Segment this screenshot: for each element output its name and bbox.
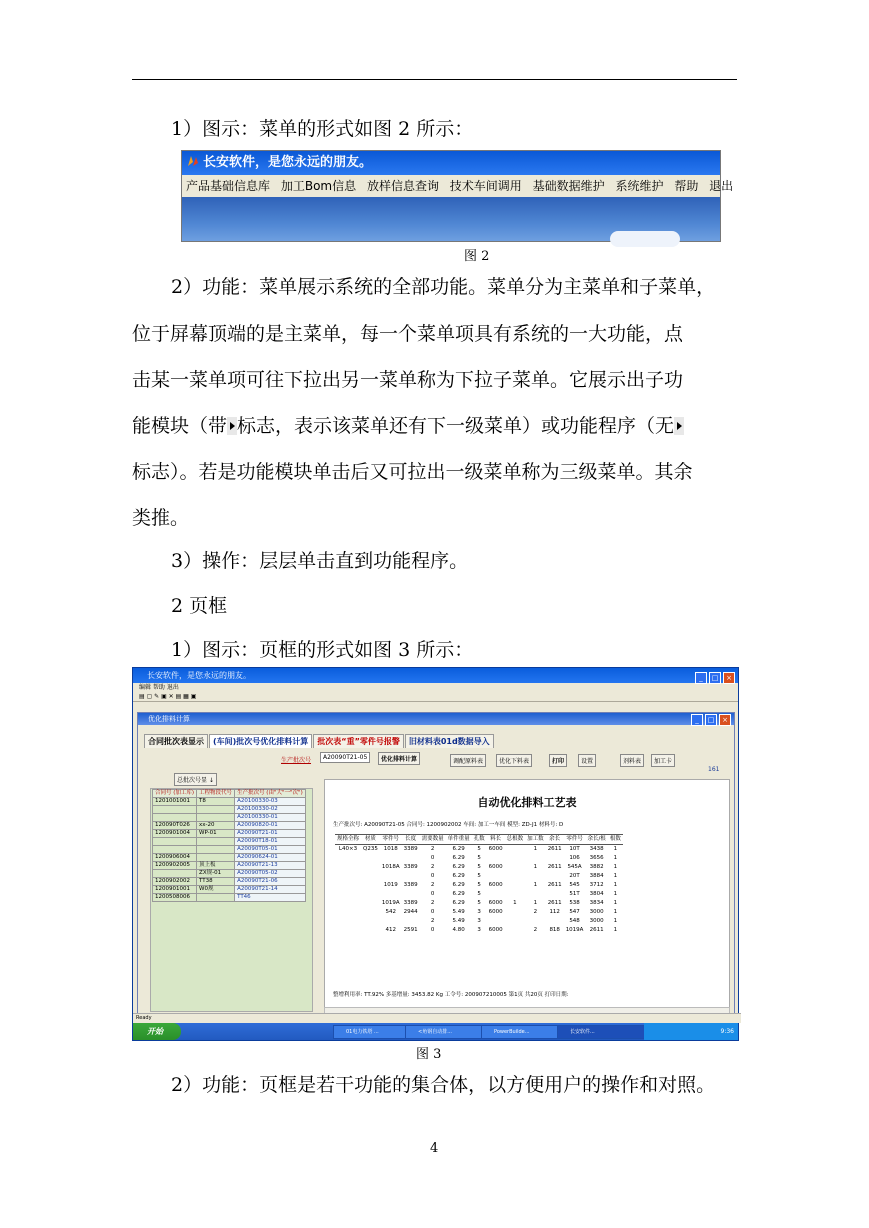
report-cell: 3 — [477, 918, 481, 924]
material-table-button[interactable]: 剂料表 — [620, 754, 644, 767]
table-cell — [197, 854, 235, 862]
app-title-bar — [182, 151, 720, 175]
report-row — [335, 845, 623, 855]
batch-number-field[interactable]: A20090T21-05 — [320, 752, 370, 763]
menu-item-lofting-query[interactable]: 放样信息查询 — [366, 179, 439, 193]
report-cell — [402, 854, 420, 863]
report-cell — [525, 854, 546, 863]
close-icon[interactable]: × — [723, 672, 735, 684]
menu-item-exit[interactable]: 退出 — [709, 179, 734, 193]
report-cell: 6000 — [488, 846, 503, 852]
report-cell — [546, 890, 564, 899]
table-cell — [197, 846, 235, 854]
table-row[interactable] — [153, 878, 306, 886]
report-cell — [525, 872, 546, 881]
menu-item-base-data[interactable]: 基础数据维护 — [532, 179, 605, 193]
report-header-cell: 孔数 — [472, 835, 487, 845]
tab-contract-batch[interactable]: 合同批次表显示 — [144, 734, 208, 748]
table-cell: A20090T21-06 — [235, 878, 306, 886]
table-cell: W0规 — [197, 886, 235, 894]
report-cell: 5 — [477, 864, 481, 870]
report-header-cell: 需要数量 — [420, 835, 446, 845]
report-cell: 6000 — [488, 882, 503, 888]
table-cell: A20090820-01 — [235, 822, 306, 830]
report-cell: 2 — [533, 909, 538, 915]
menu-item-workshop[interactable]: 技术车间调用 — [449, 179, 522, 193]
child-window-optimize — [137, 712, 735, 1014]
report-cell — [361, 908, 380, 917]
maximize-icon[interactable]: □ — [709, 672, 721, 684]
report-cell: 538 — [569, 900, 580, 906]
report-preview — [324, 779, 730, 1009]
report-cell: 5 — [477, 873, 481, 879]
report-cell — [335, 881, 361, 890]
report-cell: 1 — [613, 927, 618, 933]
report-cell — [335, 899, 361, 908]
report-cell — [361, 863, 380, 872]
windows-taskbar — [133, 1023, 738, 1040]
report-cell: 2 — [430, 846, 435, 852]
report-header-cell: 单件重量 — [446, 835, 472, 845]
app-menubar[interactable]: 编辑 帮助 退出 — [133, 683, 738, 692]
report-cell: 2611 — [547, 864, 562, 870]
report-cell: 3389 — [403, 882, 418, 888]
print-button[interactable]: 打印 — [549, 754, 567, 767]
report-cell: 2 — [430, 882, 435, 888]
taskbar-item-4[interactable]: 长安软件... — [557, 1025, 645, 1039]
report-cell: 5 — [477, 846, 481, 852]
table-cell: 1200508006 — [153, 894, 197, 902]
report-cell: 5.49 — [452, 918, 465, 924]
table-row[interactable] — [153, 886, 306, 894]
report-cell: 1018A — [381, 864, 400, 870]
table-cell: A20090T05-02 — [235, 870, 306, 878]
report-cell: L40×3 — [338, 846, 358, 852]
report-cell: 5 — [477, 900, 481, 906]
report-cell: 1019A — [565, 927, 584, 933]
report-cell — [380, 917, 402, 926]
tab-old-data-import[interactable]: 旧材料表01d数据导入 — [405, 734, 494, 748]
table-row[interactable] — [153, 798, 306, 806]
app-window-title — [133, 668, 738, 683]
child-close-icon[interactable]: × — [719, 714, 731, 726]
report-cell — [335, 917, 361, 926]
table-cell: ZX规-01 — [197, 870, 235, 878]
report-cell — [361, 881, 380, 890]
report-cell — [402, 872, 420, 881]
report-header-cell: 总根数 — [505, 835, 526, 845]
report-cell: 1019 — [383, 882, 398, 888]
report-cell: 1 — [613, 882, 618, 888]
report-cell: 3000 — [589, 909, 604, 915]
function-paragraph-line-4 — [132, 417, 738, 436]
batch-number-label: 生产批次号 — [281, 757, 312, 764]
app-logo-icon — [186, 154, 200, 168]
function-paragraph-line-6: 类推。 — [132, 507, 190, 529]
report-cell: 542 — [385, 909, 396, 915]
report-cell: 1 — [533, 846, 538, 852]
report-header-cell: 零件号 — [380, 835, 402, 845]
app-title-text: 长安软件，是您永远的朋友。 — [203, 155, 373, 170]
start-button[interactable]: 开始 — [133, 1023, 181, 1040]
line-4-start: 能模块（带 — [132, 415, 228, 437]
report-cell: 4.80 — [452, 927, 465, 933]
table-row[interactable] — [153, 814, 306, 822]
report-cell: 3804 — [589, 891, 604, 897]
report-cell — [335, 926, 361, 935]
report-cell — [380, 872, 402, 881]
report-header-cell: 规格全称 — [335, 835, 361, 845]
report-cell: 1 — [613, 900, 618, 906]
menu-item-bom[interactable]: 加工Bom信息 — [280, 179, 357, 193]
table-cell: TT46 — [235, 894, 306, 902]
report-cell: 2591 — [403, 927, 418, 933]
report-cell: 6000 — [488, 900, 503, 906]
report-cell: 1 — [613, 873, 618, 879]
report-cell: 6.29 — [452, 882, 465, 888]
figure-2-menu-screenshot — [181, 150, 734, 242]
report-cell: 547 — [569, 909, 580, 915]
tab-batch-optimize[interactable]: (车间)批次号优化排料计算 — [209, 734, 312, 748]
operation-paragraph: 3）操作：层层单击直到功能程序。 — [171, 550, 469, 572]
table-cell — [153, 814, 197, 822]
report-cell: 3834 — [589, 900, 604, 906]
report-cell — [487, 890, 505, 899]
report-cell — [546, 872, 564, 881]
report-cell: 2611 — [547, 846, 562, 852]
table-row[interactable] — [153, 846, 306, 854]
desktop-background — [182, 197, 720, 241]
report-cell — [487, 872, 505, 881]
table-row[interactable] — [153, 862, 306, 870]
table-cell — [153, 806, 197, 814]
figure-3-frame-screenshot — [132, 667, 739, 1041]
optimized-cutting-button[interactable]: 优化下料表 — [496, 754, 532, 767]
line-4-end: 标志，表示该菜单还有下一级菜单）或功能程序（无 — [237, 415, 675, 437]
taskbar-item-2[interactable]: <角钢自动排... — [405, 1025, 489, 1039]
report-cell — [505, 926, 526, 935]
function-paragraph-line-3: 击某一菜单项可往下拉出另一菜单称为下拉子菜单。它展示出子功 — [132, 369, 684, 391]
report-cell: 0 — [430, 873, 435, 879]
report-cell — [380, 854, 402, 863]
report-cell: 20T — [569, 873, 580, 879]
report-row — [335, 908, 623, 917]
record-count: 161 — [708, 766, 720, 773]
report-cell: 2611 — [547, 900, 562, 906]
header-rule — [132, 79, 737, 80]
report-row — [335, 899, 623, 908]
col-project-code[interactable]: 工程物段代号 — [197, 790, 235, 798]
table-cell: 1200902005 — [153, 862, 197, 870]
report-cell: Q235 — [363, 846, 378, 852]
report-cell — [487, 917, 505, 926]
menu-item-product-info[interactable]: 产品基础信息库 — [186, 179, 271, 193]
report-cell — [505, 908, 526, 917]
report-cell: 1 — [533, 882, 538, 888]
report-cell — [546, 917, 564, 926]
minimize-icon[interactable]: _ — [695, 672, 707, 684]
report-cell: 1 — [613, 864, 618, 870]
table-cell — [153, 838, 197, 846]
table-cell: A20090T21-13 — [235, 862, 306, 870]
report-cell: 3 — [477, 927, 481, 933]
report-subheader: 生产批次号: A20090T21-05 合同号: 1200902002 车间: 加工一车间 模型: ZD-J1 材料号: D — [333, 822, 564, 828]
report-cell: 1 — [613, 918, 618, 924]
report-cell: 1 — [613, 846, 618, 852]
report-cell: 1 — [613, 891, 618, 897]
report-cell: 2611 — [547, 882, 562, 888]
report-footer: 整增利用率: TT.92% 多基增量: 3453.82 Kg 工令号: 200907210005 第1页 共20页 打印日期: — [333, 992, 569, 998]
report-cell — [361, 917, 380, 926]
tray-clock: 9:36 — [720, 1028, 734, 1035]
app-toolbar: ▤ ▢ ✎ ▣ ✕ ▤ ▦ ▣ — [133, 692, 738, 702]
report-header-cell: 长度 — [402, 835, 420, 845]
report-cell: 0 — [430, 927, 435, 933]
report-cell: 2611 — [589, 927, 604, 933]
report-cell: 3884 — [589, 873, 604, 879]
report-cell — [361, 926, 380, 935]
report-row — [335, 917, 623, 926]
report-cell: 5 — [477, 882, 481, 888]
report-cell — [402, 917, 420, 926]
table-cell: TT38 — [197, 878, 235, 886]
section-heading-frame: 2 页框 — [171, 595, 228, 617]
col-batch-no[interactable]: 生产批次号 (由"大"一"次") — [235, 790, 306, 798]
report-cell — [505, 845, 526, 855]
status-bar: Ready — [133, 1013, 741, 1023]
main-menu-bar — [182, 175, 734, 197]
table-row[interactable] — [153, 830, 306, 838]
report-cell — [361, 872, 380, 881]
report-cell: 3389 — [403, 846, 418, 852]
table-cell: WP-01 — [197, 830, 235, 838]
table-row[interactable] — [153, 894, 306, 902]
report-title: 自动优化排料工艺表 — [477, 796, 577, 809]
figure-3-caption: 图 3 — [416, 1047, 442, 1062]
report-cell: 6.29 — [452, 846, 465, 852]
settings-button[interactable]: 设置 — [578, 754, 596, 767]
table-cell: A20090624-01 — [235, 854, 306, 862]
tab-duplicate-alarm[interactable]: 批次表“重”零件号报警 — [313, 734, 404, 748]
report-cell: 1018 — [383, 846, 398, 852]
material-allocation-button[interactable]: 调配原料表 — [450, 754, 486, 767]
report-cell: 548 — [569, 918, 580, 924]
report-cell — [335, 872, 361, 881]
taskbar-item-1[interactable]: 01电力铁塔 ... — [333, 1025, 413, 1039]
report-header-cell: 余长 — [546, 835, 564, 845]
report-cell: 2 — [430, 900, 435, 906]
report-cell: 412 — [385, 927, 396, 933]
report-row — [335, 890, 623, 899]
report-cell — [402, 890, 420, 899]
fig3-intro: 1）图示：页框的形式如图 3 所示： — [171, 639, 474, 661]
taskbar-item-3[interactable]: PowerBuilde... — [481, 1025, 565, 1039]
report-header-cell: 材质 — [361, 835, 380, 845]
report-table — [335, 834, 623, 935]
function-paragraph-line-2: 位于屏幕顶端的是主菜单，每一个菜单项具有系统的一大功能，点 — [132, 323, 684, 345]
table-cell: 1200901001 — [153, 886, 197, 894]
report-cell: 5 — [477, 891, 481, 897]
report-cell: 6000 — [488, 927, 503, 933]
child-maximize-icon[interactable]: □ — [705, 714, 717, 726]
report-row — [335, 881, 623, 890]
report-cell — [525, 917, 546, 926]
report-cell — [505, 890, 526, 899]
report-cell — [361, 854, 380, 863]
child-window-title-text: 优化排料计算 — [148, 715, 190, 723]
cloud-shape — [610, 231, 680, 247]
menu-item-system[interactable]: 系统维护 — [615, 179, 664, 193]
report-cell: 3 — [477, 909, 481, 915]
table-cell: 1200906004 — [153, 854, 197, 862]
table-cell: A20090T18-01 — [235, 838, 306, 846]
table-cell: 1201001001 — [153, 798, 197, 806]
app-window-title-text: 长安软件，是您永远的朋友。 — [147, 671, 251, 680]
optimize-calc-button[interactable]: 优化排料计算 — [378, 752, 420, 765]
page-number: 4 — [430, 1141, 439, 1156]
total-batch-button[interactable]: 总批次号显 ↓ — [174, 773, 217, 786]
report-cell — [505, 863, 526, 872]
report-cell — [361, 899, 380, 908]
report-cell: 3438 — [589, 846, 604, 852]
table-cell: 顶上板 — [197, 862, 235, 870]
report-cell — [335, 854, 361, 863]
table-cell — [197, 894, 235, 902]
report-cell: 1 — [613, 909, 618, 915]
report-cell: 2 — [533, 927, 538, 933]
report-cell — [380, 890, 402, 899]
table-row[interactable] — [153, 822, 306, 830]
report-cell: 51T — [569, 891, 580, 897]
report-cell — [505, 854, 526, 863]
report-header-cell: 加工数 — [525, 835, 546, 845]
table-row[interactable] — [153, 838, 306, 846]
function-paragraph-line-5: 标志）。若是功能模块单击后又可拉出一级菜单称为三级菜单。其余 — [132, 461, 693, 483]
report-cell: 3656 — [589, 855, 604, 861]
table-cell — [197, 806, 235, 814]
frame-function-paragraph: 2）功能：页框是若干功能的集合体，以方便用户的操作和对照。 — [171, 1074, 716, 1096]
report-cell: 6000 — [488, 909, 503, 915]
report-cell: 5.49 — [452, 909, 465, 915]
report-cell: 3389 — [403, 900, 418, 906]
report-row — [335, 863, 623, 872]
table-cell — [197, 814, 235, 822]
table-cell: A20090T21-14 — [235, 886, 306, 894]
table-row[interactable] — [153, 870, 306, 878]
fig2-intro: 1）图示：菜单的形式如图 2 所示： — [171, 118, 474, 140]
report-cell — [335, 863, 361, 872]
report-cell: 545 — [569, 882, 580, 888]
report-cell — [335, 890, 361, 899]
report-cell: 1 — [533, 900, 538, 906]
report-cell: 0 — [430, 891, 435, 897]
table-cell: 120090T026 — [153, 822, 197, 830]
report-row — [335, 854, 623, 863]
report-cell — [335, 908, 361, 917]
report-cell: 1 — [533, 864, 538, 870]
report-cell — [505, 881, 526, 890]
report-cell: 2 — [430, 918, 435, 924]
report-cell: 2 — [430, 864, 435, 870]
table-cell: 1200901004 — [153, 830, 197, 838]
table-row[interactable] — [153, 854, 306, 862]
report-cell: 6.29 — [452, 855, 465, 861]
report-cell: 3882 — [589, 864, 604, 870]
report-cell: 818 — [549, 927, 560, 933]
table-cell: T8 — [197, 798, 235, 806]
table-cell: A20100330-02 — [235, 806, 306, 814]
table-cell: 1200902002 — [153, 878, 197, 886]
report-cell: 545A — [567, 864, 582, 870]
system-tray — [644, 1023, 738, 1040]
report-header-cell: 零件号 — [564, 835, 586, 845]
table-cell — [197, 838, 235, 846]
report-cell: 106 — [569, 855, 580, 861]
report-cell: 0 — [430, 909, 435, 915]
table-row[interactable] — [153, 806, 306, 814]
report-cell: 6.29 — [452, 864, 465, 870]
function-paragraph-line-1: 2）功能：菜单展示系统的全部功能。菜单分为主菜单和子菜单， — [171, 276, 716, 298]
batch-list-table — [152, 789, 306, 902]
menu-item-help[interactable]: 帮助 — [674, 179, 699, 193]
report-cell — [505, 917, 526, 926]
report-cell: 5 — [477, 855, 481, 861]
submenu-arrow-icon — [227, 417, 237, 435]
report-cell: 2944 — [403, 909, 418, 915]
report-row — [335, 872, 623, 881]
child-window-title — [138, 713, 734, 725]
table-cell: A20090T05-01 — [235, 846, 306, 854]
table-cell: A20090T21-01 — [235, 830, 306, 838]
report-cell — [487, 854, 505, 863]
report-cell: 10T — [569, 846, 580, 852]
report-cell — [361, 890, 380, 899]
table-cell — [153, 846, 197, 854]
report-cell — [525, 890, 546, 899]
report-cell: 6000 — [488, 864, 503, 870]
table-cell: A20100330-01 — [235, 814, 306, 822]
report-cell: 1019A — [381, 900, 400, 906]
figure-2-caption: 图 2 — [464, 249, 490, 264]
table-cell: A20100330-03 — [235, 798, 306, 806]
report-cell: 6.29 — [452, 891, 465, 897]
process-card-button[interactable]: 加工卡 — [651, 754, 675, 767]
report-cell — [546, 854, 564, 863]
report-cell: 3000 — [589, 918, 604, 924]
child-minimize-icon[interactable]: _ — [691, 714, 703, 726]
report-cell: 6.29 — [452, 873, 465, 879]
report-cell: 1 — [513, 900, 517, 906]
submenu-arrow-icon-2 — [674, 417, 684, 435]
col-contract-no[interactable]: 合同号 (加工库) — [153, 790, 197, 798]
report-cell: 6.29 — [452, 900, 465, 906]
report-cell: 3712 — [589, 882, 604, 888]
report-header-cell: 料长 — [487, 835, 505, 845]
table-cell: xx-20 — [197, 822, 235, 830]
report-header-cell: 余长/根 — [585, 835, 607, 845]
tab-strip — [144, 729, 495, 748]
report-cell: 0 — [430, 855, 435, 861]
report-cell: 1 — [613, 855, 618, 861]
report-cell: 3389 — [403, 864, 418, 870]
report-cell: 112 — [549, 909, 560, 915]
table-cell — [153, 870, 197, 878]
report-cell — [505, 872, 526, 881]
report-header-cell: 根数 — [608, 835, 623, 845]
report-row — [335, 926, 623, 935]
